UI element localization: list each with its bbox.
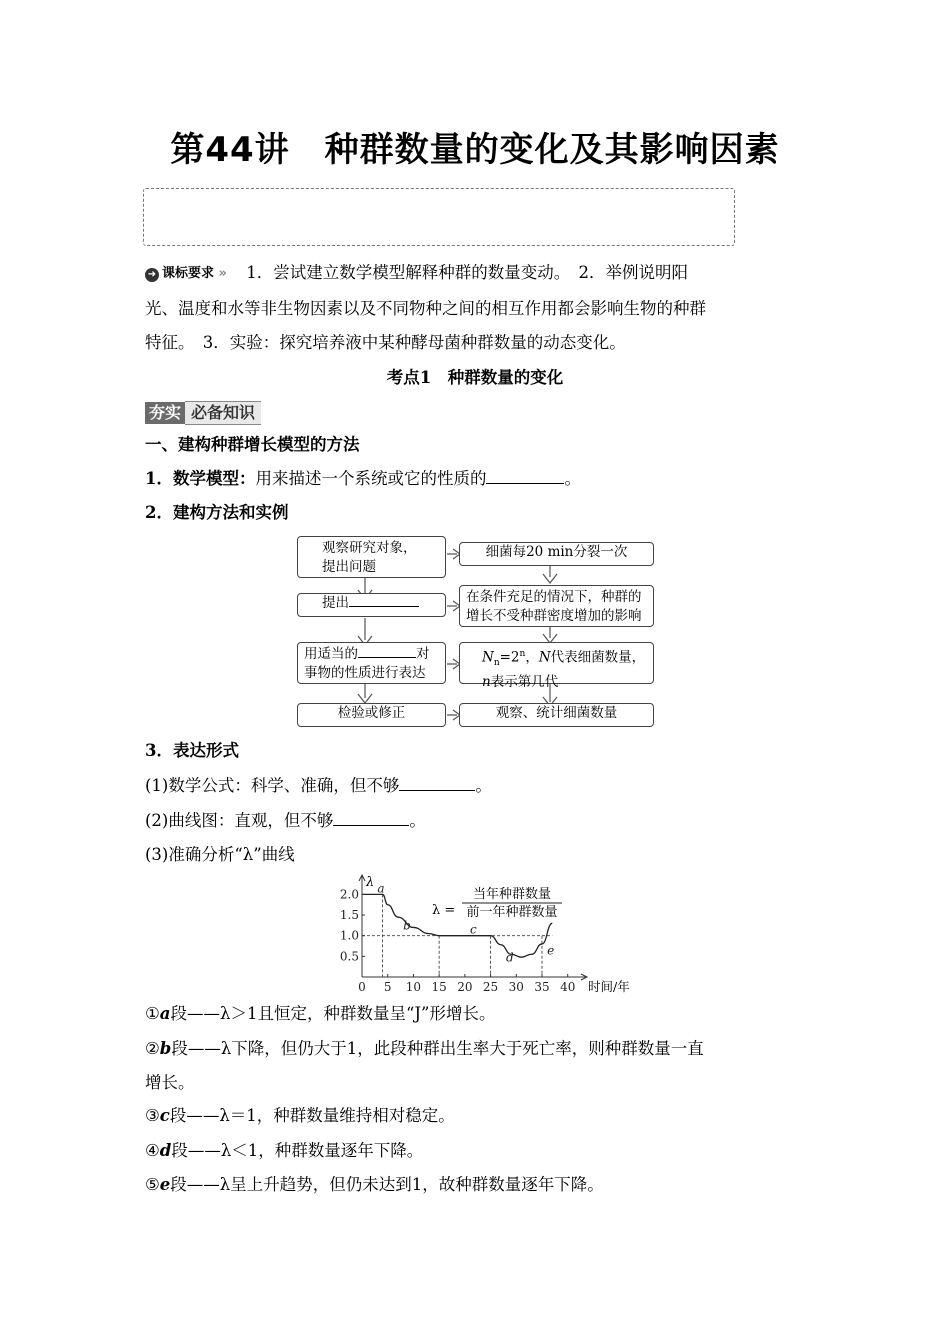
item-1 [145, 462, 805, 496]
chevron-right-icon: » [218, 266, 227, 281]
banner-left: 夯实 [145, 402, 185, 424]
analysis-text: 段——λ＜1，种群数量逐年下降。 [171, 1141, 424, 1160]
flow-box-formula [459, 642, 654, 691]
flow-box-hypothesis [297, 593, 446, 617]
segment-label-c: c [470, 922, 477, 937]
flow-text: 提出问题 [322, 559, 376, 575]
analysis-seg: d [159, 1141, 172, 1160]
formula-var-n: n [482, 674, 491, 691]
flow-text: 增长不受种群密度增加的影响 [466, 608, 642, 624]
x-tick-label: 0 [358, 980, 366, 994]
analysis-num: ③ [145, 1106, 160, 1125]
lambda-curve [362, 894, 555, 958]
formula-sub: n [493, 658, 500, 669]
dashed-box [143, 188, 735, 246]
analysis-text: 段——λ＝1，种群数量维持相对稳定。 [169, 1106, 455, 1125]
down-arrow-icon [358, 618, 372, 645]
y-tick-label: 2.0 [339, 887, 359, 902]
flow-text: 对 [416, 646, 430, 662]
banner-right: 必备知识 [185, 401, 261, 425]
analysis-text: 段——λ＞1且恒定，种群数量呈“J”形增长。 [170, 1004, 496, 1023]
segment-label-e: e [547, 943, 555, 958]
formula-var: N [538, 649, 551, 666]
form-label: (1)数学公式：科学、准确，但不够 [145, 776, 400, 795]
analysis-seg: b [159, 1039, 172, 1058]
flow-box-count [459, 703, 654, 727]
flow-text: 代表细菌数量， [550, 649, 646, 666]
x-tick-label: 15 [431, 980, 447, 994]
formula-lhs: λ = [432, 903, 456, 918]
form-2 [145, 804, 805, 838]
flow-text: 事物的性质进行表达 [304, 665, 426, 681]
section-title: 考点1 种群数量的变化 [386, 368, 564, 387]
analysis-seg: e [159, 1175, 171, 1194]
formula-comma: ， [525, 649, 539, 666]
x-tick-label: 5 [383, 980, 392, 994]
formula-numerator: 当年种群数量 [472, 887, 552, 902]
segment-label-b: b [403, 918, 411, 933]
heading-1: 一、建构种群增长模型的方法 [145, 435, 360, 454]
x-tick-label: 35 [534, 980, 550, 994]
down-arrow-icon [543, 563, 557, 583]
formula-eq: =2 [499, 649, 520, 666]
analysis-5 [145, 1168, 805, 1202]
analysis-text: 增长。 [145, 1073, 195, 1092]
flow-box-express [297, 642, 446, 684]
analysis-2 [145, 1032, 805, 1066]
x-tick-label: 30 [508, 980, 524, 994]
page-title: 第44讲 种群数量的变化及其影响因素 [170, 130, 780, 170]
flow-text: 检验或修正 [337, 705, 406, 721]
requirements-tag-label: 课标要求 [162, 266, 215, 281]
x-axis-label: 时间/年 [588, 979, 630, 994]
knowledge-banner [145, 401, 261, 423]
down-arrow-icon [543, 626, 557, 643]
item-3: 3．表达形式 [145, 741, 239, 760]
formula-denominator: 前一年种群数量 [466, 905, 558, 920]
blank [486, 483, 564, 484]
analysis-3 [145, 1099, 805, 1133]
x-tick-label: 10 [405, 980, 422, 994]
form-end: 。 [409, 811, 426, 830]
analysis-seg: c [159, 1106, 170, 1125]
analysis-num: ② [145, 1039, 160, 1058]
x-tick-label: 20 [457, 980, 473, 994]
blank [333, 825, 409, 826]
item-1-lead: 1．数学模型： [145, 469, 256, 488]
blank [358, 657, 416, 658]
y-tick-label: 1.0 [339, 928, 359, 943]
flow-text: 表示第几代 [490, 674, 559, 691]
formula-n: N [482, 649, 494, 666]
form-end: 。 [475, 776, 492, 795]
flow-box-condition [459, 585, 654, 627]
flow-box-bacteria [459, 542, 654, 566]
blank [399, 790, 475, 791]
formula-sup: n [519, 649, 526, 659]
item-1-text: 用来描述一个系统或它的性质的 [255, 469, 487, 488]
item-1-end: 。 [564, 469, 581, 488]
analysis-4 [145, 1134, 805, 1168]
analysis-num: ① [145, 1004, 160, 1023]
flow-text: 提出 [322, 595, 349, 611]
form-1 [145, 769, 805, 803]
analysis-seg: a [159, 1004, 171, 1023]
flow-text: 细菌每20 min分裂一次 [485, 544, 628, 560]
x-tick-label: 25 [482, 980, 499, 994]
form-3: (3)准确分析“λ”曲线 [145, 845, 295, 864]
y-tick-label: 1.5 [339, 908, 359, 923]
item-2: 2．建构方法和实例 [145, 503, 289, 522]
analysis-2-cont [145, 1066, 805, 1100]
requirements-text-3: 特征。 3．实验：探究培养液中某种酵母菌种群数量的动态变化。 [145, 333, 626, 352]
y-axis-label: λ [366, 875, 375, 890]
requirements-line1 [145, 256, 805, 291]
segment-label-a: a [377, 881, 385, 896]
analysis-num: ⑤ [145, 1175, 160, 1194]
lambda-chart [332, 872, 630, 994]
flow-box-verify [297, 703, 446, 727]
flow-text: 在条件充足的情况下，种群的 [466, 589, 642, 605]
arrow-icon: ➜ [145, 268, 159, 282]
analysis-text: 段——λ呈上升趋势，但仍未达到1，故种群数量逐年下降。 [170, 1175, 604, 1194]
requirements-text-1: 1．尝试建立数学模型解释种群的数量变动。 2．举例说明阳 [246, 263, 688, 282]
requirements-tag [145, 257, 227, 291]
analysis-text: 段——λ下降，但仍大于1，此段种群出生率大于死亡率，则种群数量一直 [171, 1039, 704, 1058]
analysis-1 [145, 997, 805, 1031]
segment-label-d: d [506, 950, 514, 965]
y-tick-label: 0.5 [339, 949, 359, 964]
flow-text: 观察、统计细菌数量 [495, 705, 618, 721]
flow-text: 用适当的 [304, 646, 358, 662]
blank [349, 606, 419, 607]
form-label: (2)曲线图：直观，但不够 [145, 811, 334, 830]
x-tick-label: 40 [560, 980, 576, 994]
flow-text: 观察研究对象， [322, 540, 417, 556]
analysis-num: ④ [145, 1141, 160, 1160]
flow-box-observe [297, 536, 446, 578]
requirements-text-2: 光、温度和水等非生物因素以及不同物种之间的相互作用都会影响生物的种群 [145, 299, 706, 318]
